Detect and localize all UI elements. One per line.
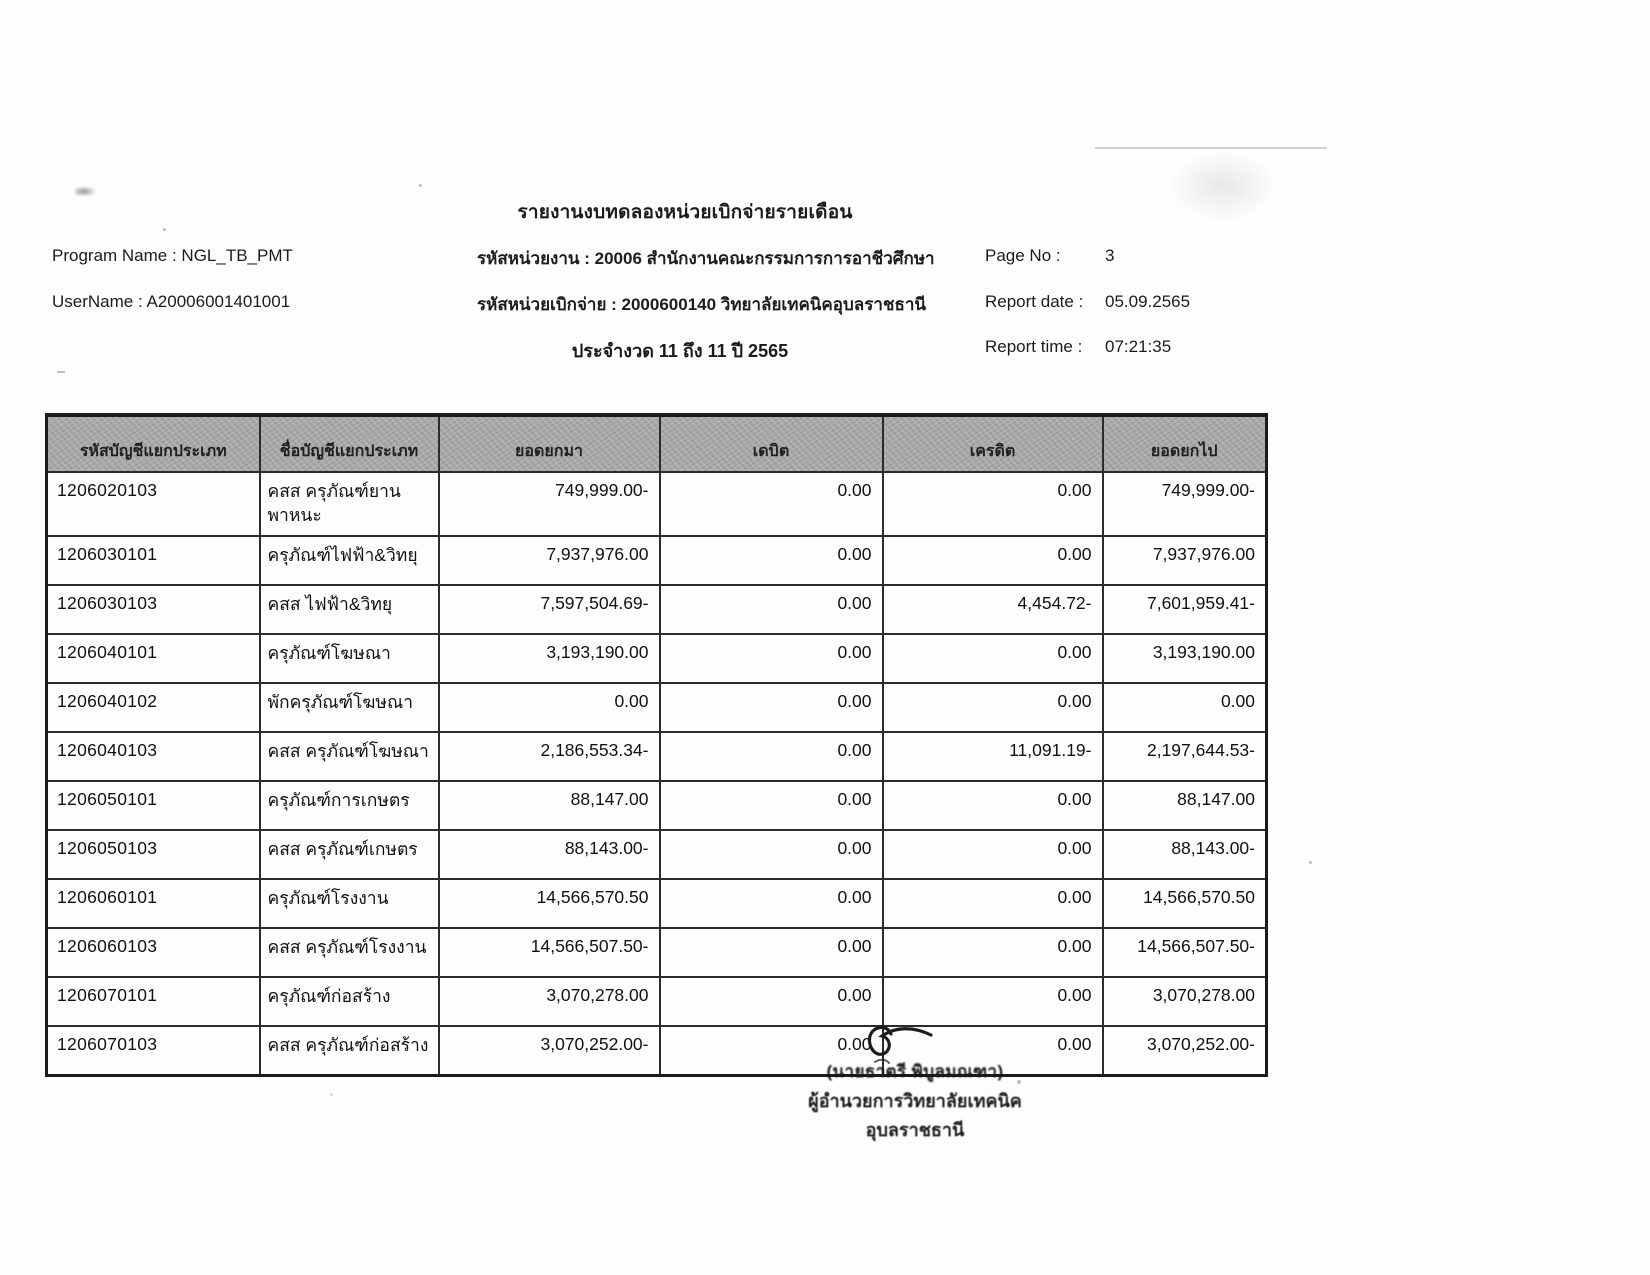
credit-cell: 0.00 — [883, 536, 1103, 585]
carry-forward-cell: 3,193,190.00 — [439, 634, 660, 683]
column-header-4: เครดิต — [883, 415, 1103, 472]
scan-speck — [57, 371, 65, 373]
account-code-cell: 1206050103 — [47, 830, 260, 879]
debit-cell: 0.00 — [660, 1026, 883, 1075]
balance-cell: 3,070,252.00- — [1103, 1026, 1267, 1075]
credit-cell: 0.00 — [883, 977, 1103, 1026]
period-line: ประจำงวด 11 ถึง 11 ปี 2565 — [571, 341, 789, 361]
debit-cell: 0.00 — [660, 781, 883, 830]
table-row — [47, 1026, 1267, 1075]
table-row — [47, 585, 1267, 634]
balance-cell: 3,193,190.00 — [1103, 634, 1267, 683]
scan-speck — [163, 228, 166, 231]
account-name-cell: คสส ไฟฟ้า&วิทยุ — [260, 585, 439, 634]
balance-cell: 7,601,959.41- — [1103, 585, 1267, 634]
column-header-1: ชื่อบัญชีแยกประเภท — [260, 415, 439, 472]
carry-forward-cell: 14,566,570.50 — [439, 879, 660, 928]
account-name-cell: คสส ครุภัณฑ์โรงงาน — [260, 928, 439, 977]
account-name-cell: คสส ครุภัณฑ์ยานพาหนะ — [260, 472, 439, 536]
table-row — [47, 879, 1267, 928]
report-date-label: Report date : — [985, 292, 1084, 311]
scan-line-artifact — [1095, 147, 1327, 149]
disbursement-code-line: รหัสหน่วยเบิกจ่าย : 2000600140 วิทยาลัยเทคนิคอุบลราชธานี — [477, 295, 926, 314]
page-no-value: 3 — [1105, 246, 1115, 265]
credit-cell: 0.00 — [883, 830, 1103, 879]
table-body — [47, 472, 1267, 1075]
table-row — [47, 830, 1267, 879]
program-name-line: Program Name : NGL_TB_PMT — [52, 246, 293, 265]
signer-name: (นายธาตรี พิบูลมณฑา) — [826, 1062, 1004, 1081]
carry-forward-cell: 2,186,553.34- — [439, 732, 660, 781]
carry-forward-cell: 3,070,252.00- — [439, 1026, 660, 1075]
table-row — [47, 536, 1267, 585]
account-code-cell: 1206030103 — [47, 585, 260, 634]
debit-cell: 0.00 — [660, 732, 883, 781]
debit-cell: 0.00 — [660, 536, 883, 585]
table-row — [47, 683, 1267, 732]
scan-speck — [330, 1093, 333, 1096]
report-date-value: 05.09.2565 — [1105, 292, 1191, 311]
credit-cell: 0.00 — [883, 781, 1103, 830]
table-row — [47, 472, 1267, 536]
carry-forward-cell: 14,566,507.50- — [439, 928, 660, 977]
carry-forward-cell: 88,147.00 — [439, 781, 660, 830]
report-time-label: Report time : — [985, 337, 1083, 356]
debit-cell: 0.00 — [660, 683, 883, 732]
account-code-cell: 1206070101 — [47, 977, 260, 1026]
credit-cell: 11,091.19- — [883, 732, 1103, 781]
balance-cell: 88,143.00- — [1103, 830, 1267, 879]
account-name-cell: ครุภัณฑ์โฆษณา — [260, 634, 439, 683]
carry-forward-cell: 0.00 — [439, 683, 660, 732]
carry-forward-cell: 3,070,278.00 — [439, 977, 660, 1026]
account-name-cell: พักครุภัณฑ์โฆษณา — [260, 683, 439, 732]
username-line: UserName : A20006001401001 — [52, 292, 291, 311]
account-code-cell: 1206060101 — [47, 879, 260, 928]
scan-speck — [1309, 861, 1312, 864]
carry-forward-cell: 88,143.00- — [439, 830, 660, 879]
debit-cell: 0.00 — [660, 830, 883, 879]
account-code-cell: 1206060103 — [47, 928, 260, 977]
credit-cell: 0.00 — [883, 634, 1103, 683]
column-header-5: ยอดยกไป — [1103, 415, 1267, 472]
account-code-cell: 1206040102 — [47, 683, 260, 732]
account-name-cell: ครุภัณฑ์ก่อสร้าง — [260, 977, 439, 1026]
table-row — [47, 928, 1267, 977]
credit-cell: 0.00 — [883, 472, 1103, 536]
balance-cell: 7,937,976.00 — [1103, 536, 1267, 585]
credit-cell: 0.00 — [883, 1026, 1103, 1075]
table-row — [47, 977, 1267, 1026]
debit-cell: 0.00 — [660, 928, 883, 977]
report-time-value: 07:21:35 — [1105, 337, 1172, 356]
credit-cell: 0.00 — [883, 683, 1103, 732]
balance-cell: 749,999.00- — [1103, 472, 1267, 536]
table-row — [47, 634, 1267, 683]
carry-forward-cell: 7,597,504.69- — [439, 585, 660, 634]
debit-cell: 0.00 — [660, 879, 883, 928]
credit-cell: 4,454.72- — [883, 585, 1103, 634]
debit-cell: 0.00 — [660, 472, 883, 536]
account-code-cell: 1206040103 — [47, 732, 260, 781]
scan-mark-artifact — [75, 186, 97, 197]
credit-cell: 0.00 — [883, 928, 1103, 977]
column-header-3: เดบิต — [660, 415, 883, 472]
report-title: รายงานงบทดลองหน่วยเบิกจ่ายรายเดือน — [517, 202, 853, 223]
table-row — [47, 781, 1267, 830]
carry-forward-cell: 749,999.00- — [439, 472, 660, 536]
debit-cell: 0.00 — [660, 585, 883, 634]
trial-balance-table-wrap — [45, 413, 1266, 1077]
signer-title: ผู้อำนวยการวิทยาลัยเทคนิคอุบลราชธานี — [808, 1091, 1022, 1140]
debit-cell: 0.00 — [660, 634, 883, 683]
page-no-label: Page No : — [985, 246, 1061, 265]
balance-cell: 14,566,570.50 — [1103, 879, 1267, 928]
agency-code-line: รหัสหน่วยงาน : 20006 สำนักงานคณะกรรมการการอาชีวศึกษา — [477, 249, 935, 268]
account-code-cell: 1206020103 — [47, 472, 260, 536]
balance-cell: 14,566,507.50- — [1103, 928, 1267, 977]
account-name-cell: ครุภัณฑ์โรงงาน — [260, 879, 439, 928]
column-header-2: ยอดยกมา — [439, 415, 660, 472]
account-code-cell: 1206050101 — [47, 781, 260, 830]
carry-forward-cell: 7,937,976.00 — [439, 536, 660, 585]
account-code-cell: 1206070103 — [47, 1026, 260, 1075]
column-header-0: รหัสบัญชีแยกประเภท — [47, 415, 260, 472]
account-name-cell: คสส ครุภัณฑ์ก่อสร้าง — [260, 1026, 439, 1075]
balance-cell: 2,197,644.53- — [1103, 732, 1267, 781]
debit-cell: 0.00 — [660, 977, 883, 1026]
account-code-cell: 1206040101 — [47, 634, 260, 683]
account-name-cell: คสส ครุภัณฑ์เกษตร — [260, 830, 439, 879]
balance-cell: 88,147.00 — [1103, 781, 1267, 830]
account-name-cell: ครุภัณฑ์ไฟฟ้า&วิทยุ — [260, 536, 439, 585]
balance-cell: 0.00 — [1103, 683, 1267, 732]
account-name-cell: ครุภัณฑ์การเกษตร — [260, 781, 439, 830]
trial-balance-table — [45, 413, 1268, 1077]
credit-cell: 0.00 — [883, 879, 1103, 928]
scan-speck — [419, 184, 422, 187]
account-name-cell: คสส ครุภัณฑ์โฆษณา — [260, 732, 439, 781]
balance-cell: 3,070,278.00 — [1103, 977, 1267, 1026]
account-code-cell: 1206030101 — [47, 536, 260, 585]
table-header-row — [47, 415, 1267, 472]
table-row — [47, 732, 1267, 781]
